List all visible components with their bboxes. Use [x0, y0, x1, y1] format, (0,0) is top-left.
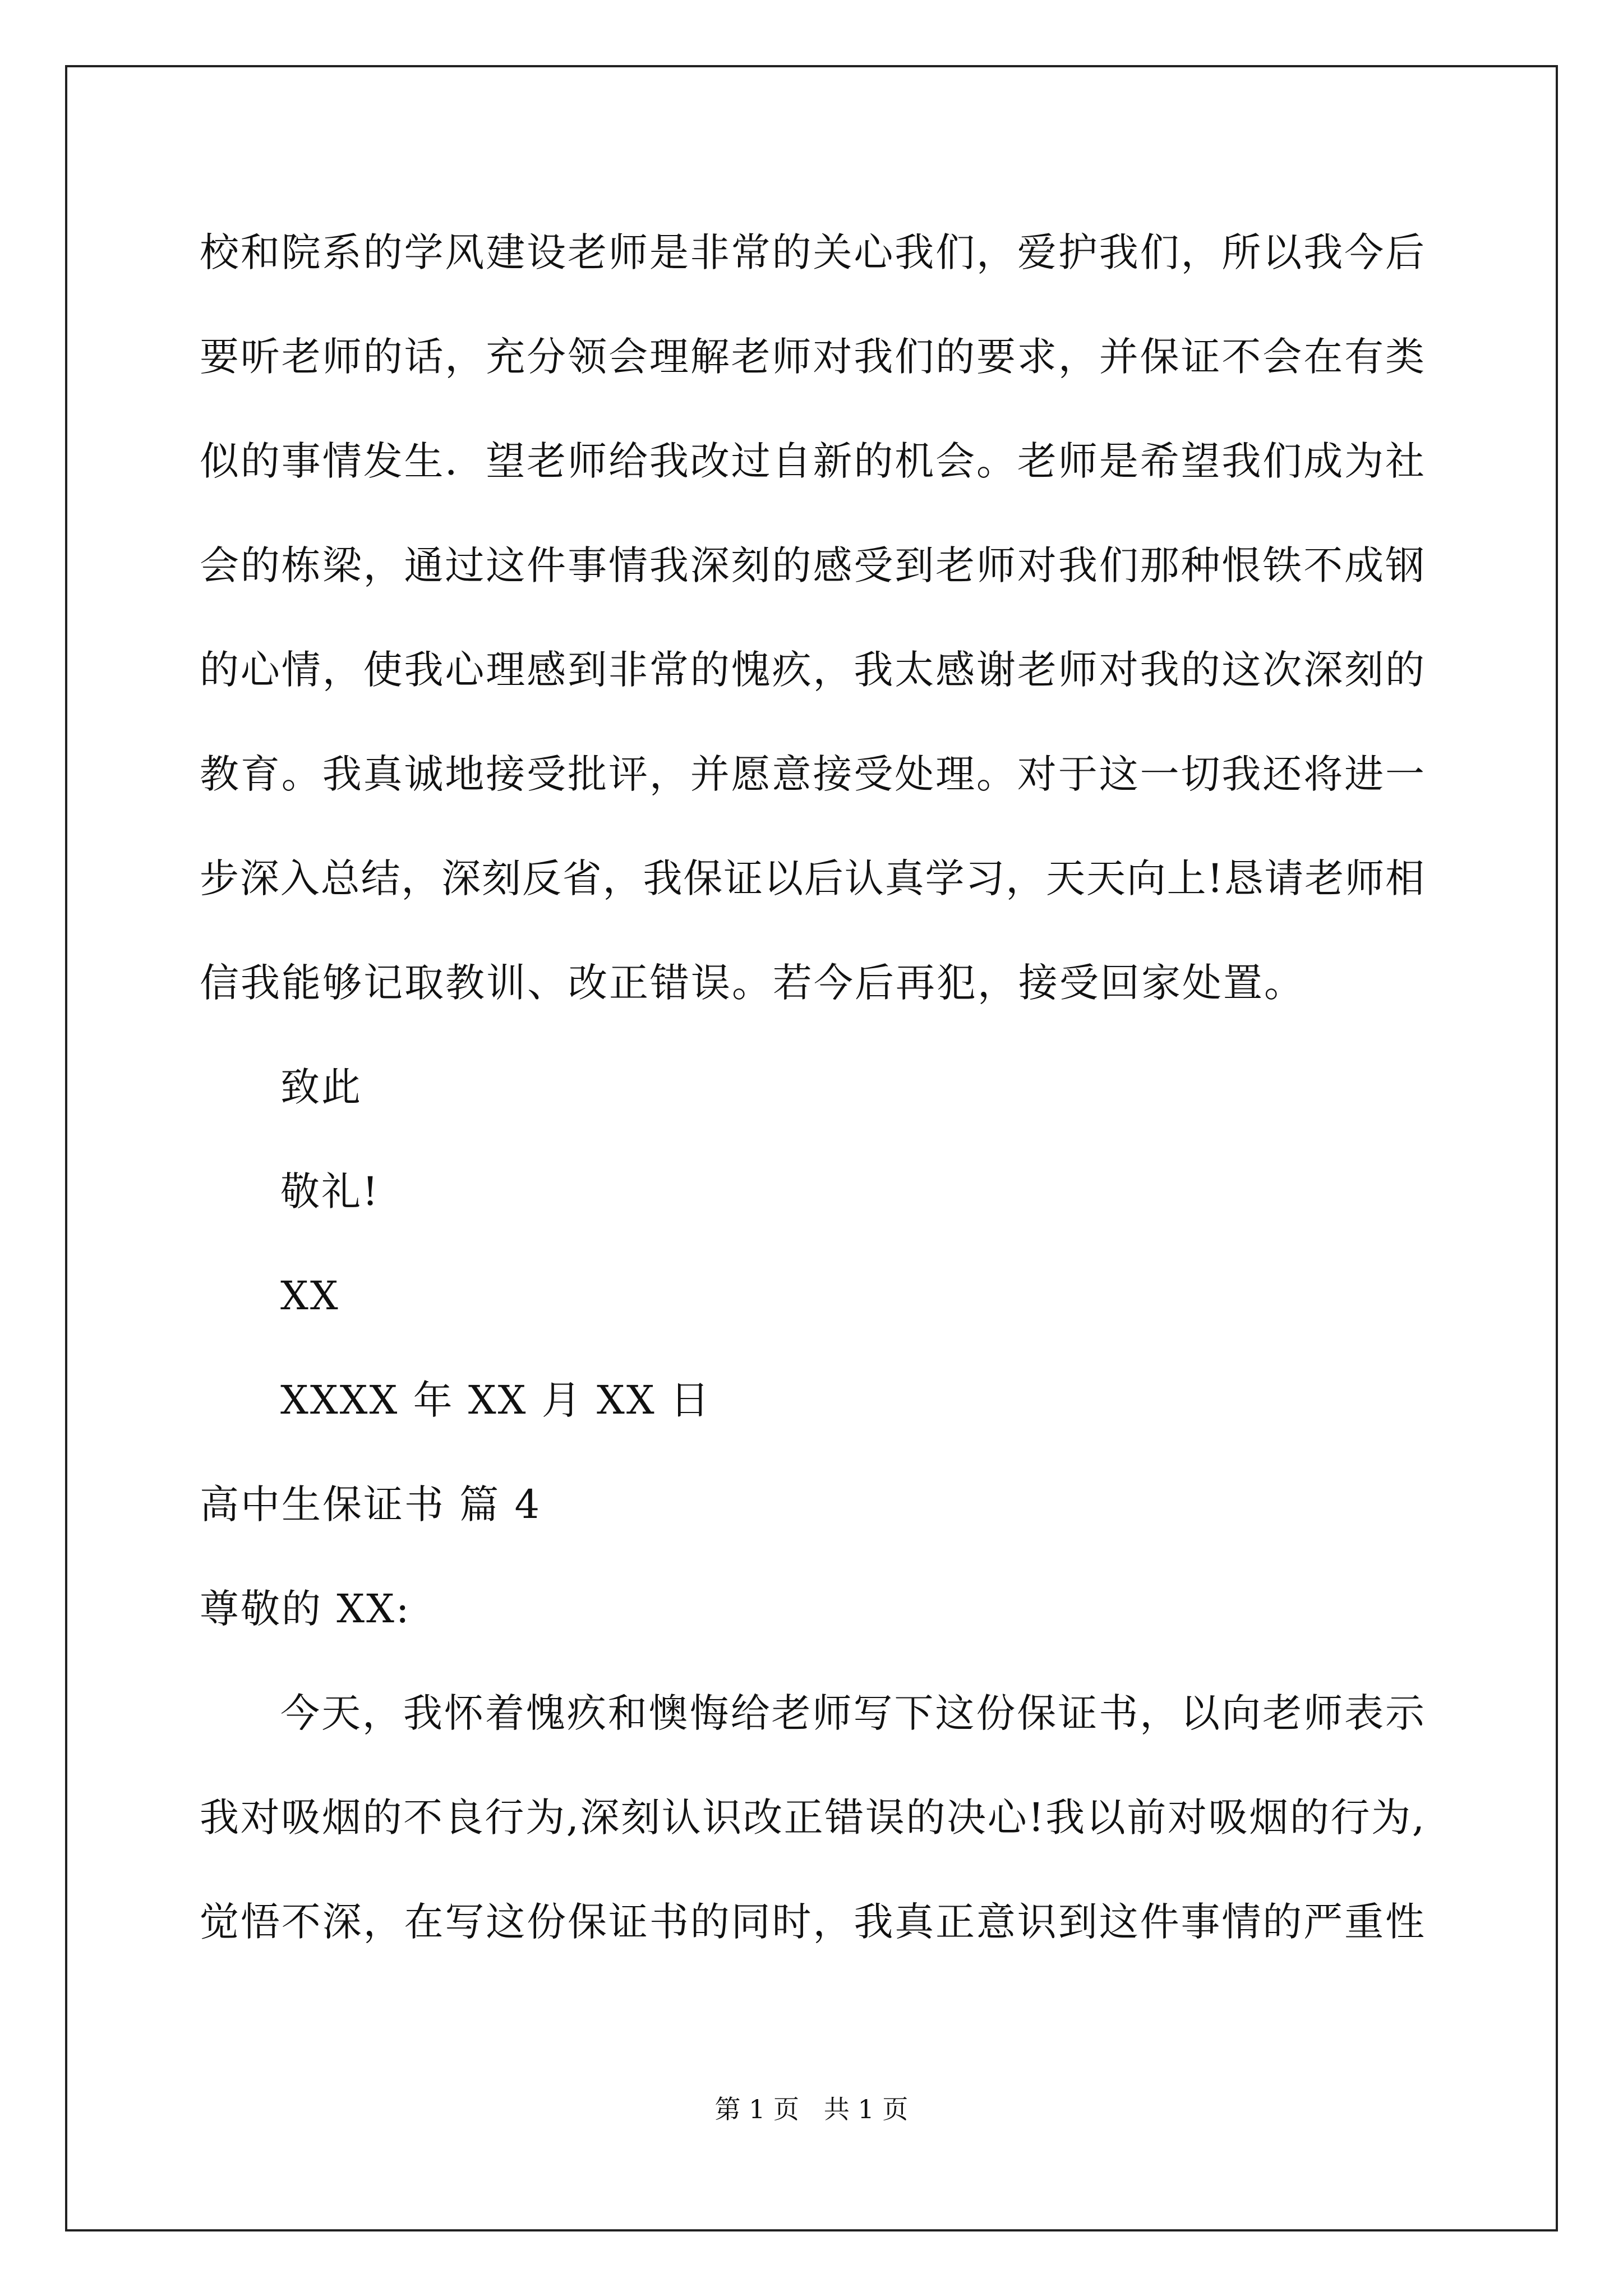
- date-line: XXXX 年 XX 月 XX 日: [280, 1377, 711, 1423]
- body-line: 教育。我真诚地接受批评，并愿意接受处理。对于这一切我还将进一: [200, 751, 1424, 797]
- body-line: 步深入总结，深刻反省，我保证以后认真学习，天天向上!恳请老师相: [200, 855, 1424, 901]
- body-line: 我对吸烟的不良行为,深刻认识改正错误的决心!我以前对吸烟的行为,: [200, 1795, 1424, 1841]
- salutation: 尊敬的 XX:: [200, 1586, 411, 1632]
- body-line: 的心情，使我心理感到非常的愧疚，我太感谢老师对我的这次深刻的: [200, 647, 1424, 693]
- closing-jingli: 敬礼!: [280, 1168, 380, 1214]
- page-footer: 第 1 页 共 1 页: [714, 2094, 909, 2124]
- body-line: 今天，我怀着愧疚和懊悔给老师写下这份保证书，以向老师表示: [280, 1690, 1424, 1736]
- body-line: 信我能够记取教训、改正错误。若今后再犯，接受回家处置。: [200, 960, 1305, 1006]
- closing-zhici: 致此: [280, 1064, 362, 1110]
- signature: XX: [280, 1273, 340, 1319]
- section-title: 高中生保证书 篇 4: [200, 1481, 542, 1527]
- body-line: 觉悟不深，在写这份保证书的同时，我真正意识到这件事情的严重性: [200, 1899, 1424, 1945]
- body-line: 似的事情发生．望老师给我改过自新的机会。老师是希望我们成为社: [200, 438, 1424, 484]
- body-line: 要听老师的话，充分领会理解老师对我们的要求，并保证不会在有类: [200, 334, 1424, 380]
- body-line: 校和院系的学风建设老师是非常的关心我们，爱护我们，所以我今后: [200, 229, 1424, 275]
- body-line: 会的栋梁，通过这件事情我深刻的感受到老师对我们那种恨铁不成钢: [200, 542, 1424, 588]
